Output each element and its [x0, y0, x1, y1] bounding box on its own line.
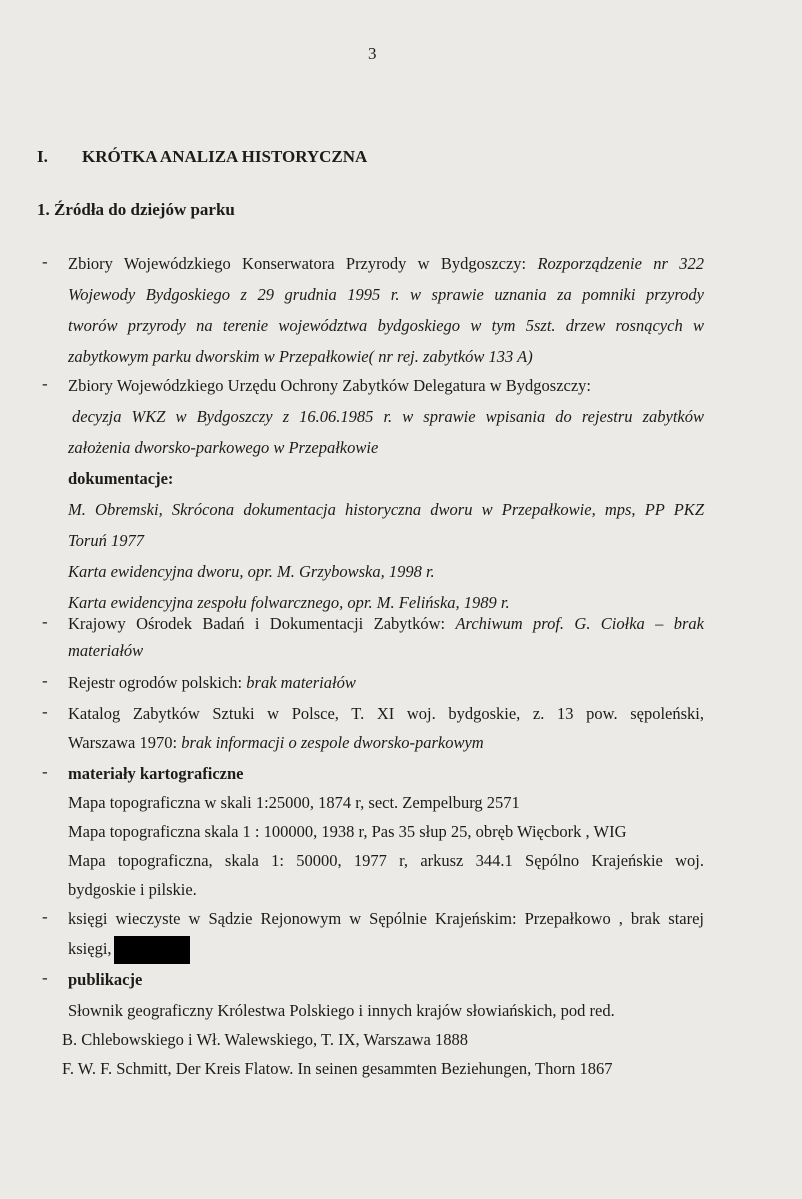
map-entry: Mapa topograficzna, skala 1: 50000, 1977 r, arkusz 344.1 Sępólno Krajeńskie woj.	[68, 851, 704, 870]
documentation-heading: dokumentacje:	[68, 469, 174, 488]
section-title: 1. Źródła do dziejów parku	[37, 200, 235, 219]
source-text: Zbiory Wojewódzkiego Urzędu Ochrony Zabytków Delegatura w Bydgoszczy:	[68, 376, 592, 395]
redaction-block	[114, 936, 190, 964]
list-dash: -	[42, 702, 48, 721]
source-text: księgi,	[68, 938, 112, 958]
source-document: materiałów	[68, 641, 144, 660]
source-document: Karta ewidencyjna dworu, opr. M. Grzybowska, 1998 r.	[68, 562, 435, 581]
source-note: brak informacji o zespole dworsko-parkowym	[181, 733, 484, 752]
map-entry: bydgoskie i pilskie.	[68, 880, 197, 899]
page-number: 3	[368, 44, 377, 63]
source-document: decyzja WKZ w Bydgoszczy z 16.06.1985 r. w sprawie wpisania do rejestru zabytków	[72, 407, 704, 426]
publication-entry: B. Chlebowskiego i Wł. Walewskiego, T. IX, Warszawa 1888	[62, 1030, 468, 1049]
list-dash: -	[42, 968, 48, 987]
source-text: Wojewody Bydgoskiego z 29 grudnia 1995 r. w sprawie uznania za pomniki przyrody	[68, 285, 704, 304]
source-item-monuments-office	[0, 374, 704, 622]
chapter-heading: KRÓTKA ANALIZA HISTORYCZNA	[82, 147, 368, 166]
source-document: Karta ewidencyjna zespołu folwarcznego, opr. M. Felińska, 1989 r.	[68, 593, 510, 612]
chapter-number: I.	[37, 147, 48, 166]
source-document: Rozporządzenie nr 322	[537, 254, 705, 273]
map-entry: Mapa topograficzna skala 1 : 100000, 1938 r, Pas 35 słup 25, obręb Więcbork , WIG	[68, 822, 627, 841]
source-item-conservator	[0, 252, 704, 376]
list-dash: -	[42, 907, 48, 926]
source-text: Rejestr ogrodów polskich:	[68, 673, 243, 692]
chapter-title	[37, 147, 367, 167]
list-dash: -	[42, 252, 48, 271]
source-text: Katalog Zabytków Sztuki w Polsce, T. XI woj. bydgoskie, z. 13 pow. sępoleński,	[68, 704, 704, 723]
list-dash: -	[42, 671, 48, 690]
publication-entry: Słownik geograficzny Królestwa Polskiego i innych krajów słowiańskich, pod red.	[68, 1001, 615, 1020]
cartographic-heading: materiały kartograficzne	[68, 764, 244, 783]
publications-heading: publikacje	[68, 970, 143, 989]
source-text: Zbiory Wojewódzkiego Konserwatora Przyrody w Bydgoszczy:	[68, 254, 527, 273]
source-item-publications	[0, 968, 708, 1080]
source-item-art-catalogue	[0, 702, 704, 754]
source-text: Krajowy Ośrodek Badań i Dokumentacji Zabytków:	[68, 614, 446, 633]
source-text: Warszawa 1970:	[68, 733, 178, 752]
source-text: zabytkowym parku dworskim w Przepałkowie( nr rej. zabytków 133 A)	[68, 347, 533, 366]
source-text: tworów przyrody na terenie województwa bydgoskiego w tym 5szt. drzew rosnących w	[68, 316, 704, 335]
list-dash: -	[42, 374, 48, 393]
publication-entry: F. W. F. Schmitt, Der Kreis Flatow. In seinen gesammten Beziehungen, Thorn 1867	[62, 1059, 613, 1078]
list-dash: -	[42, 762, 48, 781]
list-dash: -	[42, 612, 48, 631]
map-entry: Mapa topograficzna w skali 1:25000, 1874 r, sect. Zempelburg 2571	[68, 793, 520, 812]
source-document: M. Obremski, Skrócona dokumentacja historyczna dworu w Przepałkowie, mps, PP PKZ	[68, 500, 704, 519]
source-item-cartographic	[0, 762, 704, 901]
source-note: brak materiałów	[246, 673, 356, 692]
source-document: Archiwum prof. G. Ciołka – brak	[455, 614, 704, 633]
source-item-kobidz	[0, 612, 704, 666]
source-text: księgi wieczyste w Sądzie Rejonowym w Sępólnie Krajeńskim: Przepałkowo , brak starej	[68, 909, 704, 928]
source-document: założenia dworsko-parkowego w Przepałkowie	[68, 438, 379, 457]
source-item-garden-register	[0, 671, 704, 694]
source-item-land-registry	[0, 907, 704, 964]
source-document: Toruń 1977	[68, 531, 144, 550]
